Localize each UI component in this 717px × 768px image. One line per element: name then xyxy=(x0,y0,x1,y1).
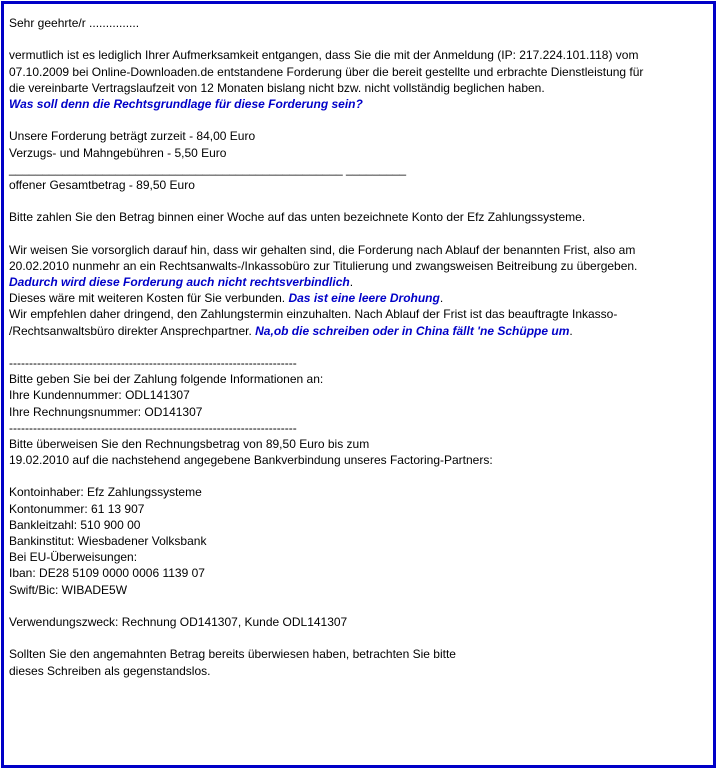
payment-reference: Verwendungszweck: Rechnung OD141307, Kunde ODL141307 xyxy=(9,614,348,629)
period: . xyxy=(439,291,444,306)
para2-line: Wir weisen Sie vorsorglich darauf hin, dass wir gehalten sind, die Forderung nach Ablauf der benannten Frist, also am xyxy=(9,242,636,257)
transfer-line: 19.02.2010 auf die nachstehend angegebene Bankverbindung unseres Factoring-Partners: xyxy=(9,453,493,468)
fees-amount: Verzugs- und Mahngebühren - 5,50 Euro xyxy=(9,145,227,160)
sum-underline: __________________________________________________ _________ xyxy=(9,161,407,176)
closing-line: Sollten Sie den angemahnten Betrag bereits überwiesen haben, betrachten Sie bitte xyxy=(9,647,456,662)
closing-line: dieses Schreiben als gegenstandslos. xyxy=(9,663,211,678)
para1-line: vermutlich ist es lediglich Ihrer Aufmerksamkeit entgangen, dass Sie die mit der Anmeldung (IP: 217.224.101.118) vom xyxy=(9,48,639,63)
invoice-number: Ihre Rechnungsnummer: OD141307 xyxy=(9,404,203,419)
para1-line: 07.10.2009 bei Online-Downloaden.de entstandene Forderung über die bereit gestellte und erbrachte Dienstleistung für xyxy=(9,64,644,79)
comment-legal-basis: Was soll denn die Rechtsgrundlage für diese Forderung sein? xyxy=(9,96,363,111)
comment-not-binding-line xyxy=(9,274,709,290)
dash-separator: ------------------------------------------------------------------------ xyxy=(9,420,297,435)
recommend-line: Wir empfehlen daher dringend, den Zahlungstermin einzuhalten. Nach Ablauf der Frist ist das beauftragte Inkasso- xyxy=(9,307,618,322)
bank-code: Bankleitzahl: 510 900 00 xyxy=(9,517,141,532)
bank-account-number: Kontonummer: 61 13 907 xyxy=(9,501,145,516)
costs-line xyxy=(9,290,709,306)
costs-text: Dieses wäre mit weiteren Kosten für Sie verbunden. xyxy=(9,291,289,306)
para2-line: 20.02.2010 nunmehr an ein Rechtsanwalts-/Inkassobüro zur Titulierung und zwangsweisen Beitreibung zu übergeben. xyxy=(9,258,638,273)
payment-request: Bitte zahlen Sie den Betrag binnen einer Woche auf das unten bezeichnete Konto der Efz Zahlungssysteme. xyxy=(9,210,586,225)
iban: Iban: DE28 5109 0000 0006 1139 07 xyxy=(9,566,205,581)
bank-institute: Bankinstitut: Wiesbadener Volksbank xyxy=(9,534,207,548)
eu-transfer-label: Bei EU-Überweisungen: xyxy=(9,550,138,565)
recommend-text: /Rechtsanwaltsbüro direkter Ansprechpartner. xyxy=(9,323,256,338)
comment-not-binding: Dadurch wird diese Forderung auch nicht rechtsverbindlich xyxy=(9,275,350,289)
total-amount: offener Gesamtbetrag - 89,50 Euro xyxy=(9,177,195,192)
claim-amount: Unsere Forderung beträgt zurzeit - 84,00 Euro xyxy=(9,129,256,144)
dash-separator: ------------------------------------------------------------------------ xyxy=(9,355,297,370)
customer-number: Ihre Kundennummer: ODL141307 xyxy=(9,388,190,403)
recommend-line-2 xyxy=(9,323,709,339)
letter-frame xyxy=(1,1,716,768)
letter-body xyxy=(9,15,709,679)
comment-empty-threat: Das ist eine leere Drohung xyxy=(288,291,440,306)
salutation: Sehr geehrte/r ............... xyxy=(9,16,140,30)
period: . xyxy=(349,275,354,289)
swift-bic: Swift/Bic: WIBADE5W xyxy=(9,582,128,597)
info-intro: Bitte geben Sie bei der Zahlung folgende Informationen an: xyxy=(9,372,324,387)
comment-china: Na,ob die schreiben oder in China fällt 'ne Schüppe um xyxy=(255,323,570,338)
bank-account-holder: Kontoinhaber: Efz Zahlungssysteme xyxy=(9,485,202,500)
para1-line: die vereinbarte Vertragslaufzeit von 12 Monaten bislang nicht bzw. nicht vollständig beglichen haben. xyxy=(9,80,545,95)
transfer-line: Bitte überweisen Sie den Rechnungsbetrag von 89,50 Euro bis zum xyxy=(9,436,370,451)
period: . xyxy=(569,323,573,338)
